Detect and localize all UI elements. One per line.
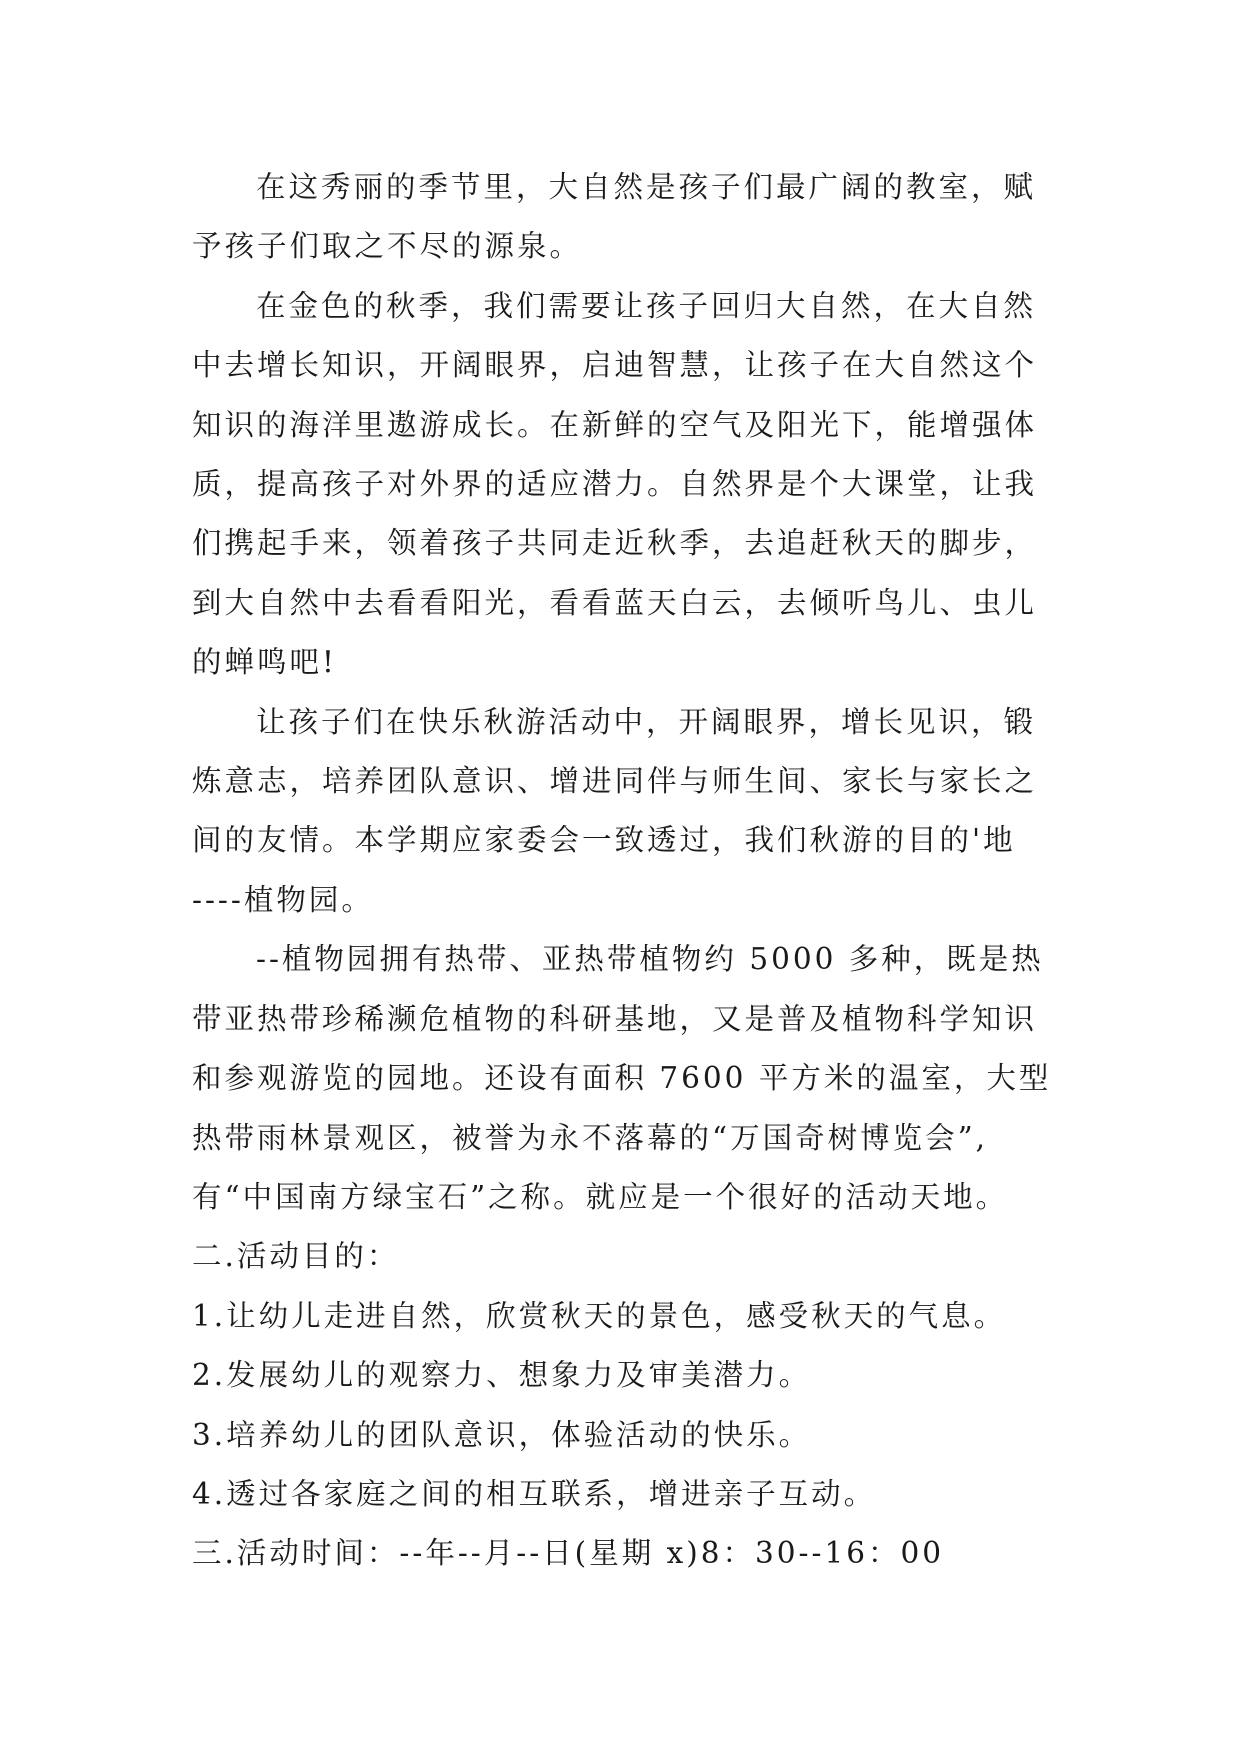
text-line: 知识的海洋里遨游成长。在新鲜的空气及阳光下，能增强体 — [192, 407, 1038, 442]
goal-item-1: 1.让幼儿走进自然，欣赏秋天的景色，感受秋天的气息。 — [192, 1298, 1007, 1333]
section-heading-time: 三.活动时间：--年--月--日(星期 x)8：30--16：00 — [192, 1536, 945, 1571]
text-line: --植物园拥有热带、亚热带植物约 5000 多种，既是热 — [256, 942, 1044, 977]
paragraph-botanical-garden — [192, 930, 1072, 1227]
paragraph-autumn — [192, 277, 1072, 693]
paragraph-purpose — [192, 693, 1072, 931]
text-line: 们携起手来，领着孩子共同走近秋季，去追赶秋天的脚步， — [192, 526, 1038, 561]
text-line: 质，提高孩子对外界的适应潜力。自然界是个大课堂，让我 — [192, 467, 1038, 502]
goal-item-2: 2.发展幼儿的观察力、想象力及审美潜力。 — [192, 1358, 812, 1393]
text-line: 炼意志，培养团队意识、增进同伴与师生间、家长与家长之 — [192, 764, 1038, 799]
text-line: 有“中国南方绿宝石”之称。就应是一个很好的活动天地。 — [192, 1179, 1009, 1214]
document-body — [192, 158, 1072, 1584]
text-line: 热带雨林景观区，被誉为永不落幕的“万国奇树博览会”, — [192, 1120, 989, 1155]
text-line: 中去增长知识，开阔眼界，启迪智慧，让孩子在大自然这个 — [192, 348, 1038, 383]
text-line: 予孩子们取之不尽的源泉。 — [192, 229, 583, 264]
text-line: 让孩子们在快乐秋游活动中，开阔眼界，增长见识，锻 — [256, 704, 1037, 739]
text-line: 在这秀丽的季节里，大自然是孩子们最广阔的教室，赋 — [256, 170, 1037, 204]
text-line: 间的友情。本学期应家委会一致透过，我们秋游的目的'地 — [192, 823, 1016, 858]
text-line: 的蝉鸣吧! — [192, 645, 337, 680]
goal-item-4: 4.透过各家庭之间的相互联系，增进亲子互动。 — [192, 1476, 877, 1511]
text-line: ----植物园。 — [192, 882, 374, 917]
text-line: 带亚热带珍稀濒危植物的科研基地，又是普及植物科学知识 — [192, 1001, 1038, 1036]
paragraph-intro — [192, 158, 1072, 277]
goal-item-3: 3.培养幼儿的团队意识，体验活动的快乐。 — [192, 1417, 812, 1452]
section-heading-goals: 二.活动目的： — [192, 1239, 400, 1274]
text-line: 在金色的秋季，我们需要让孩子回归大自然，在大自然 — [256, 288, 1037, 323]
text-line: 和参观游览的园地。还设有面积 7600 平方米的温室，大型 — [192, 1061, 1052, 1096]
text-line: 到大自然中去看看阳光，看看蓝天白云，去倾听鸟儿、虫儿 — [192, 585, 1038, 620]
